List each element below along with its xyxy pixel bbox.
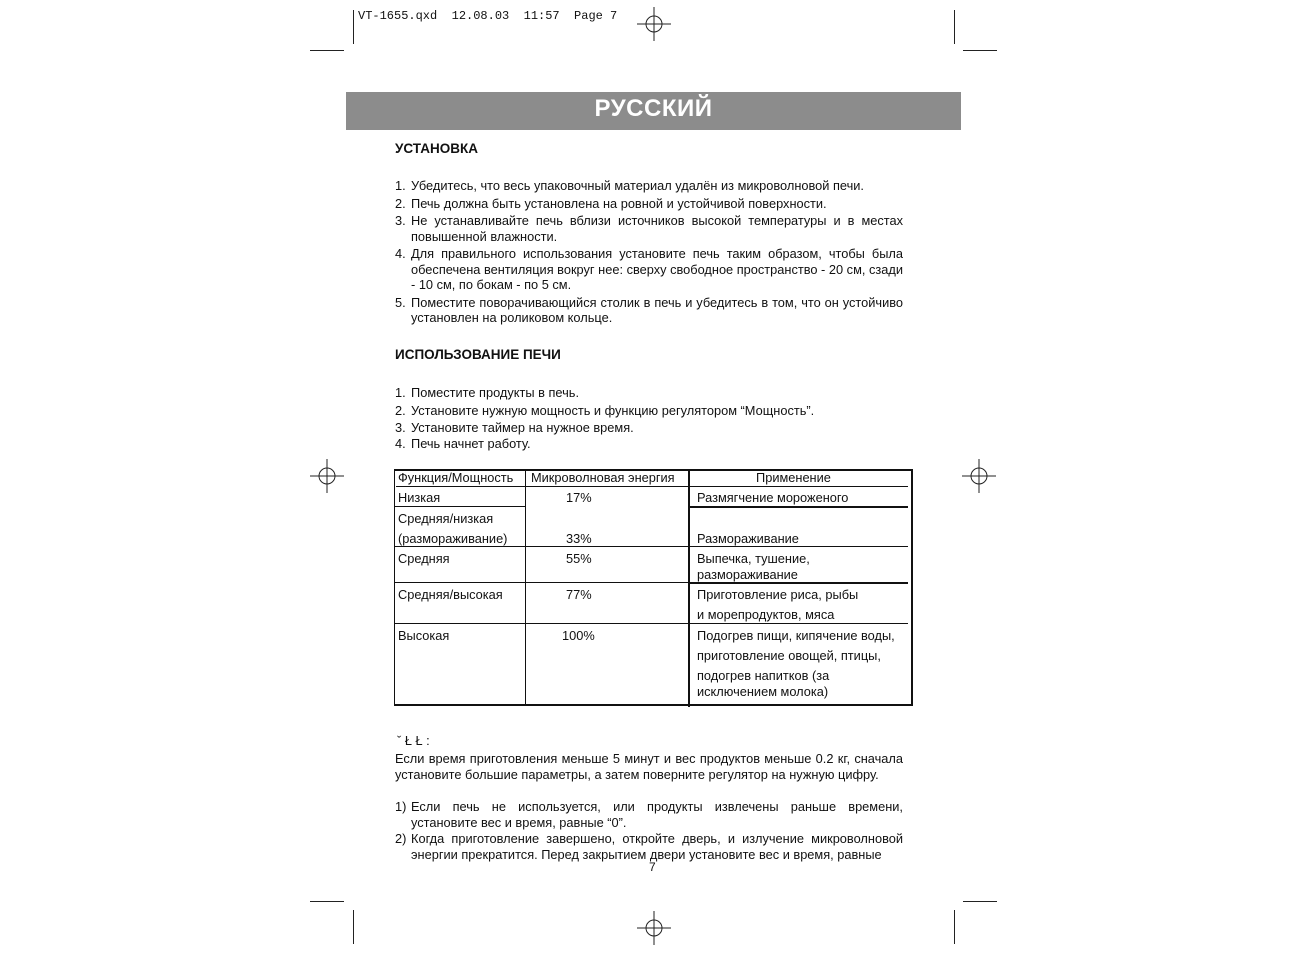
table-cell: (размораживание): [398, 531, 508, 546]
item-text: Печь начнет работу.: [411, 435, 531, 451]
table-divider: [690, 623, 908, 624]
page-number: 7: [649, 860, 656, 874]
item-number: 3.: [395, 420, 406, 435]
list-item: [395, 436, 903, 452]
table-header: Функция/Мощность: [398, 470, 514, 485]
item-text: Печь должна быть установлена на ровной и устойчивой поверхности.: [411, 195, 827, 211]
item-text: Установите таймер на нужное время.: [411, 420, 634, 435]
table-divider: [395, 582, 689, 583]
table-cell: Подогрев пищи, кипячение воды,: [697, 628, 895, 643]
table-cell: 55%: [566, 551, 592, 566]
list-item: [395, 196, 903, 212]
table-cell: 33%: [566, 531, 592, 546]
crop-mark: [954, 910, 955, 944]
table-cell: Средняя: [398, 551, 450, 566]
crop-mark: [310, 50, 344, 51]
registration-mark-icon: [962, 459, 996, 493]
list-item: [395, 246, 903, 293]
item-text: Не устанавливайте печь вблизи источников высокой температуры и в местах повышенной влажности.: [411, 213, 903, 244]
table-cell: Средняя/высокая: [398, 587, 503, 602]
item-number: 1.: [395, 385, 406, 400]
crop-mark: [963, 901, 997, 902]
table-cell: приготовление овощей, птицы,: [697, 648, 881, 663]
registration-mark-icon: [637, 911, 671, 945]
usage-list: [395, 385, 903, 451]
registration-mark-icon: [637, 7, 671, 41]
item-number: 4.: [395, 435, 406, 451]
item-text: Поместите поворачивающийся столик в печь и убедитесь в том, что он устойчиво установлен на роликовом кольце.: [411, 294, 903, 325]
list-item: [395, 178, 903, 194]
crop-mark: [353, 10, 354, 44]
list-item: [395, 213, 903, 244]
item-number: 5.: [395, 294, 406, 310]
language-banner: [346, 92, 961, 130]
list-item: [395, 831, 903, 862]
item-number: 4.: [395, 246, 406, 261]
item-number: 2): [395, 831, 407, 846]
installation-heading: УСТАНОВКА: [395, 141, 478, 156]
table-divider: [688, 469, 690, 707]
item-text: Когда приготовление завершено, откройте дверь, и излучение микроволновой энергии прекратится. Перед закрытием двери установите вес и время, равные: [411, 831, 903, 862]
list-item: [395, 385, 903, 401]
crop-mark: [310, 901, 344, 902]
table-border: [394, 469, 395, 706]
print-slug: VT-1655.qxd 12.08.03 11:57 Page 7: [358, 9, 618, 23]
table-cell: размораживание: [697, 567, 798, 582]
list-item: [395, 403, 903, 419]
list-item: [395, 420, 903, 436]
crop-mark: [353, 910, 354, 944]
table-divider: [525, 469, 526, 706]
table-cell: подогрев напитков (за: [697, 668, 830, 683]
list-item: [395, 295, 903, 326]
table-divider: [395, 623, 689, 624]
note-list: [395, 799, 903, 862]
item-number: 3.: [395, 213, 406, 228]
table-divider: [395, 506, 525, 507]
table-cell: и морепродуктов, мяса: [697, 607, 835, 622]
table-border: [911, 469, 913, 706]
item-number: 2.: [395, 402, 406, 418]
table-cell: Размораживание: [697, 531, 799, 546]
table-divider: [690, 506, 908, 508]
table-header: Микроволновая энергия: [531, 470, 675, 485]
note-intro: Если время приготовления меньше 5 минут и вес продуктов меньше 0.2 кг, сначала установите большие параметры, а затем поверните регулятор на нужную цифру.: [395, 751, 903, 782]
table-cell: Низкая: [398, 490, 441, 505]
crop-mark: [963, 50, 997, 51]
table-cell: Средняя/низкая: [398, 511, 494, 526]
banner-title: РУССКИЙ: [594, 95, 713, 122]
note-heading: ˇ Ł Ł :: [397, 733, 430, 748]
table-cell: 100%: [562, 628, 595, 643]
registration-mark-icon: [310, 459, 344, 493]
crop-mark: [954, 10, 955, 44]
table-cell: исключением молока): [697, 684, 829, 699]
table-cell: Высокая: [398, 628, 450, 643]
usage-heading: ИСПОЛЬЗОВАНИЕ ПЕЧИ: [395, 347, 561, 362]
table-header: Применение: [756, 470, 831, 485]
table-cell: Приготовление риса, рыбы: [697, 587, 859, 602]
item-text: Если печь не используется, или продукты извлечены раньше времени, установите вес и время, равные “0”.: [411, 799, 903, 830]
installation-list: [395, 178, 903, 326]
list-item: [395, 799, 903, 830]
table-cell: 17%: [566, 490, 592, 505]
item-text: Убедитесь, что весь упаковочный материал удалён из микроволновой печи.: [411, 178, 864, 193]
item-number: 2.: [395, 195, 406, 211]
item-text: Поместите продукты в печь.: [411, 385, 579, 400]
item-number: 1.: [395, 178, 406, 193]
table-divider: [396, 486, 908, 487]
table-cell: 77%: [566, 587, 592, 602]
item-text: Установите нужную мощность и функцию регулятором “Мощность”.: [411, 402, 815, 418]
item-number: 1): [395, 799, 407, 814]
table-cell: Выпечка, тушение,: [697, 551, 810, 566]
table-border: [394, 704, 913, 706]
item-text: Для правильного использования установите печь таким образом, чтобы была обеспечена вентиляция вокруг нее: сверху свободное пространство - 20 см, сзади - 10 см, по бокам - по 5 см.: [411, 246, 903, 292]
table-cell: Размягчение мороженого: [697, 490, 849, 505]
